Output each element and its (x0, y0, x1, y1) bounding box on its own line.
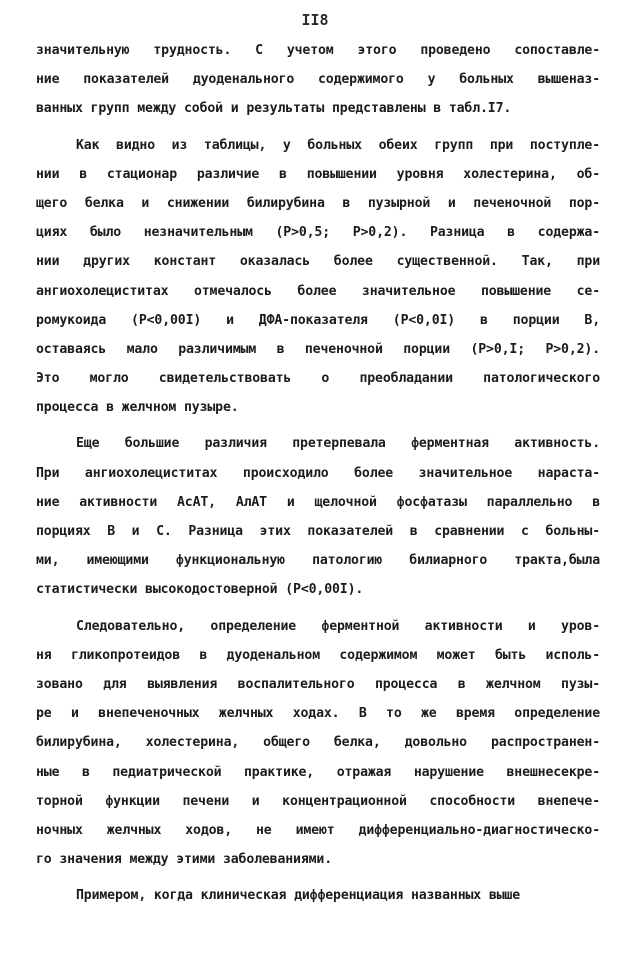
text-line: торной функции печени и концентрационной способности внепече- (36, 793, 600, 809)
paragraph (36, 881, 600, 910)
body-text (36, 36, 600, 917)
text-line: процесса в желчном пузыре. (36, 400, 239, 416)
text-line: ные в педиатрической практике, отражая нарушение внешнесекре- (36, 764, 600, 780)
text-line: Примером, когда клиническая дифференциация названных выше (76, 888, 521, 904)
text-line: Как видно из таблицы, у больных обеих групп при поступле- (76, 137, 600, 153)
text-line: порциях В и С. Разница этих показателей в сравнении с больны- (36, 524, 600, 539)
text-line: ми, имеющими функциональную патологию билиарного тракта,была (36, 553, 600, 569)
text-line: При ангиохолециститах происходило более значительное нараста- (36, 465, 600, 481)
text-line: ня гликопротеидов в дуоденальном содержимом может быть исполь- (36, 647, 600, 663)
text-line: нии других констант оказалась более существенной. Так, при (36, 254, 600, 270)
text-line: Еще большие различия претерпевала ферментная активность. (76, 436, 600, 452)
text-line: значительную трудность. С учетом этого проведено сопоставле- (36, 43, 600, 58)
text-line: щего белка и снижении билирубина в пузырной и печеночной пор- (36, 195, 600, 211)
text-line: нии в стационар различие в повышении уровня холестерина, об- (36, 166, 600, 182)
text-line: зовано для выявления воспалительного процесса в желчном пузы- (36, 676, 600, 692)
text-line: билирубина, холестерина, общего белка, довольно распространен- (36, 735, 600, 751)
text-line: Следовательно, определение ферментной активности и уров- (76, 618, 600, 634)
text-line: ночных желчных ходов, не имеют дифференциально-диагностическо- (36, 822, 600, 838)
text-line: циях было незначительным (Р>0,5; Р>0,2). Разница в содержа- (36, 225, 600, 241)
paragraph (36, 612, 600, 875)
text-line: Это могло свидетельствовать о преобладании патологического (36, 371, 600, 387)
text-line: оставаясь мало различимым в печеночной порции (Р>0,I; Р>0,2). (36, 341, 600, 357)
text-line: ванных групп между собой и результаты представлены в табл.I7. (36, 101, 512, 117)
paragraph (36, 36, 600, 124)
text-line: ре и внепеченочных желчных ходах. В то же время определение (36, 706, 600, 722)
paragraph (36, 429, 600, 604)
text-line: го значения между этими заболеваниями. (36, 852, 333, 868)
text-line: ние показателей дуоденального содержимого у больных вышеназ- (36, 72, 600, 88)
text-line: статистически высокодостоверной (Р<0,00I). (36, 582, 364, 598)
text-line: ромукоида (Р<0,00I) и ДФА-показателя (Р<0,0I) в порции В, (36, 312, 600, 328)
paragraph (36, 131, 600, 423)
page-number: II8 (301, 11, 329, 29)
text-line: ангиохолециститах отмечалось более значительное повышение се- (36, 283, 600, 299)
text-line: ние активности АсАТ, АлАТ и щелочной фосфатазы параллельно в (36, 494, 600, 510)
